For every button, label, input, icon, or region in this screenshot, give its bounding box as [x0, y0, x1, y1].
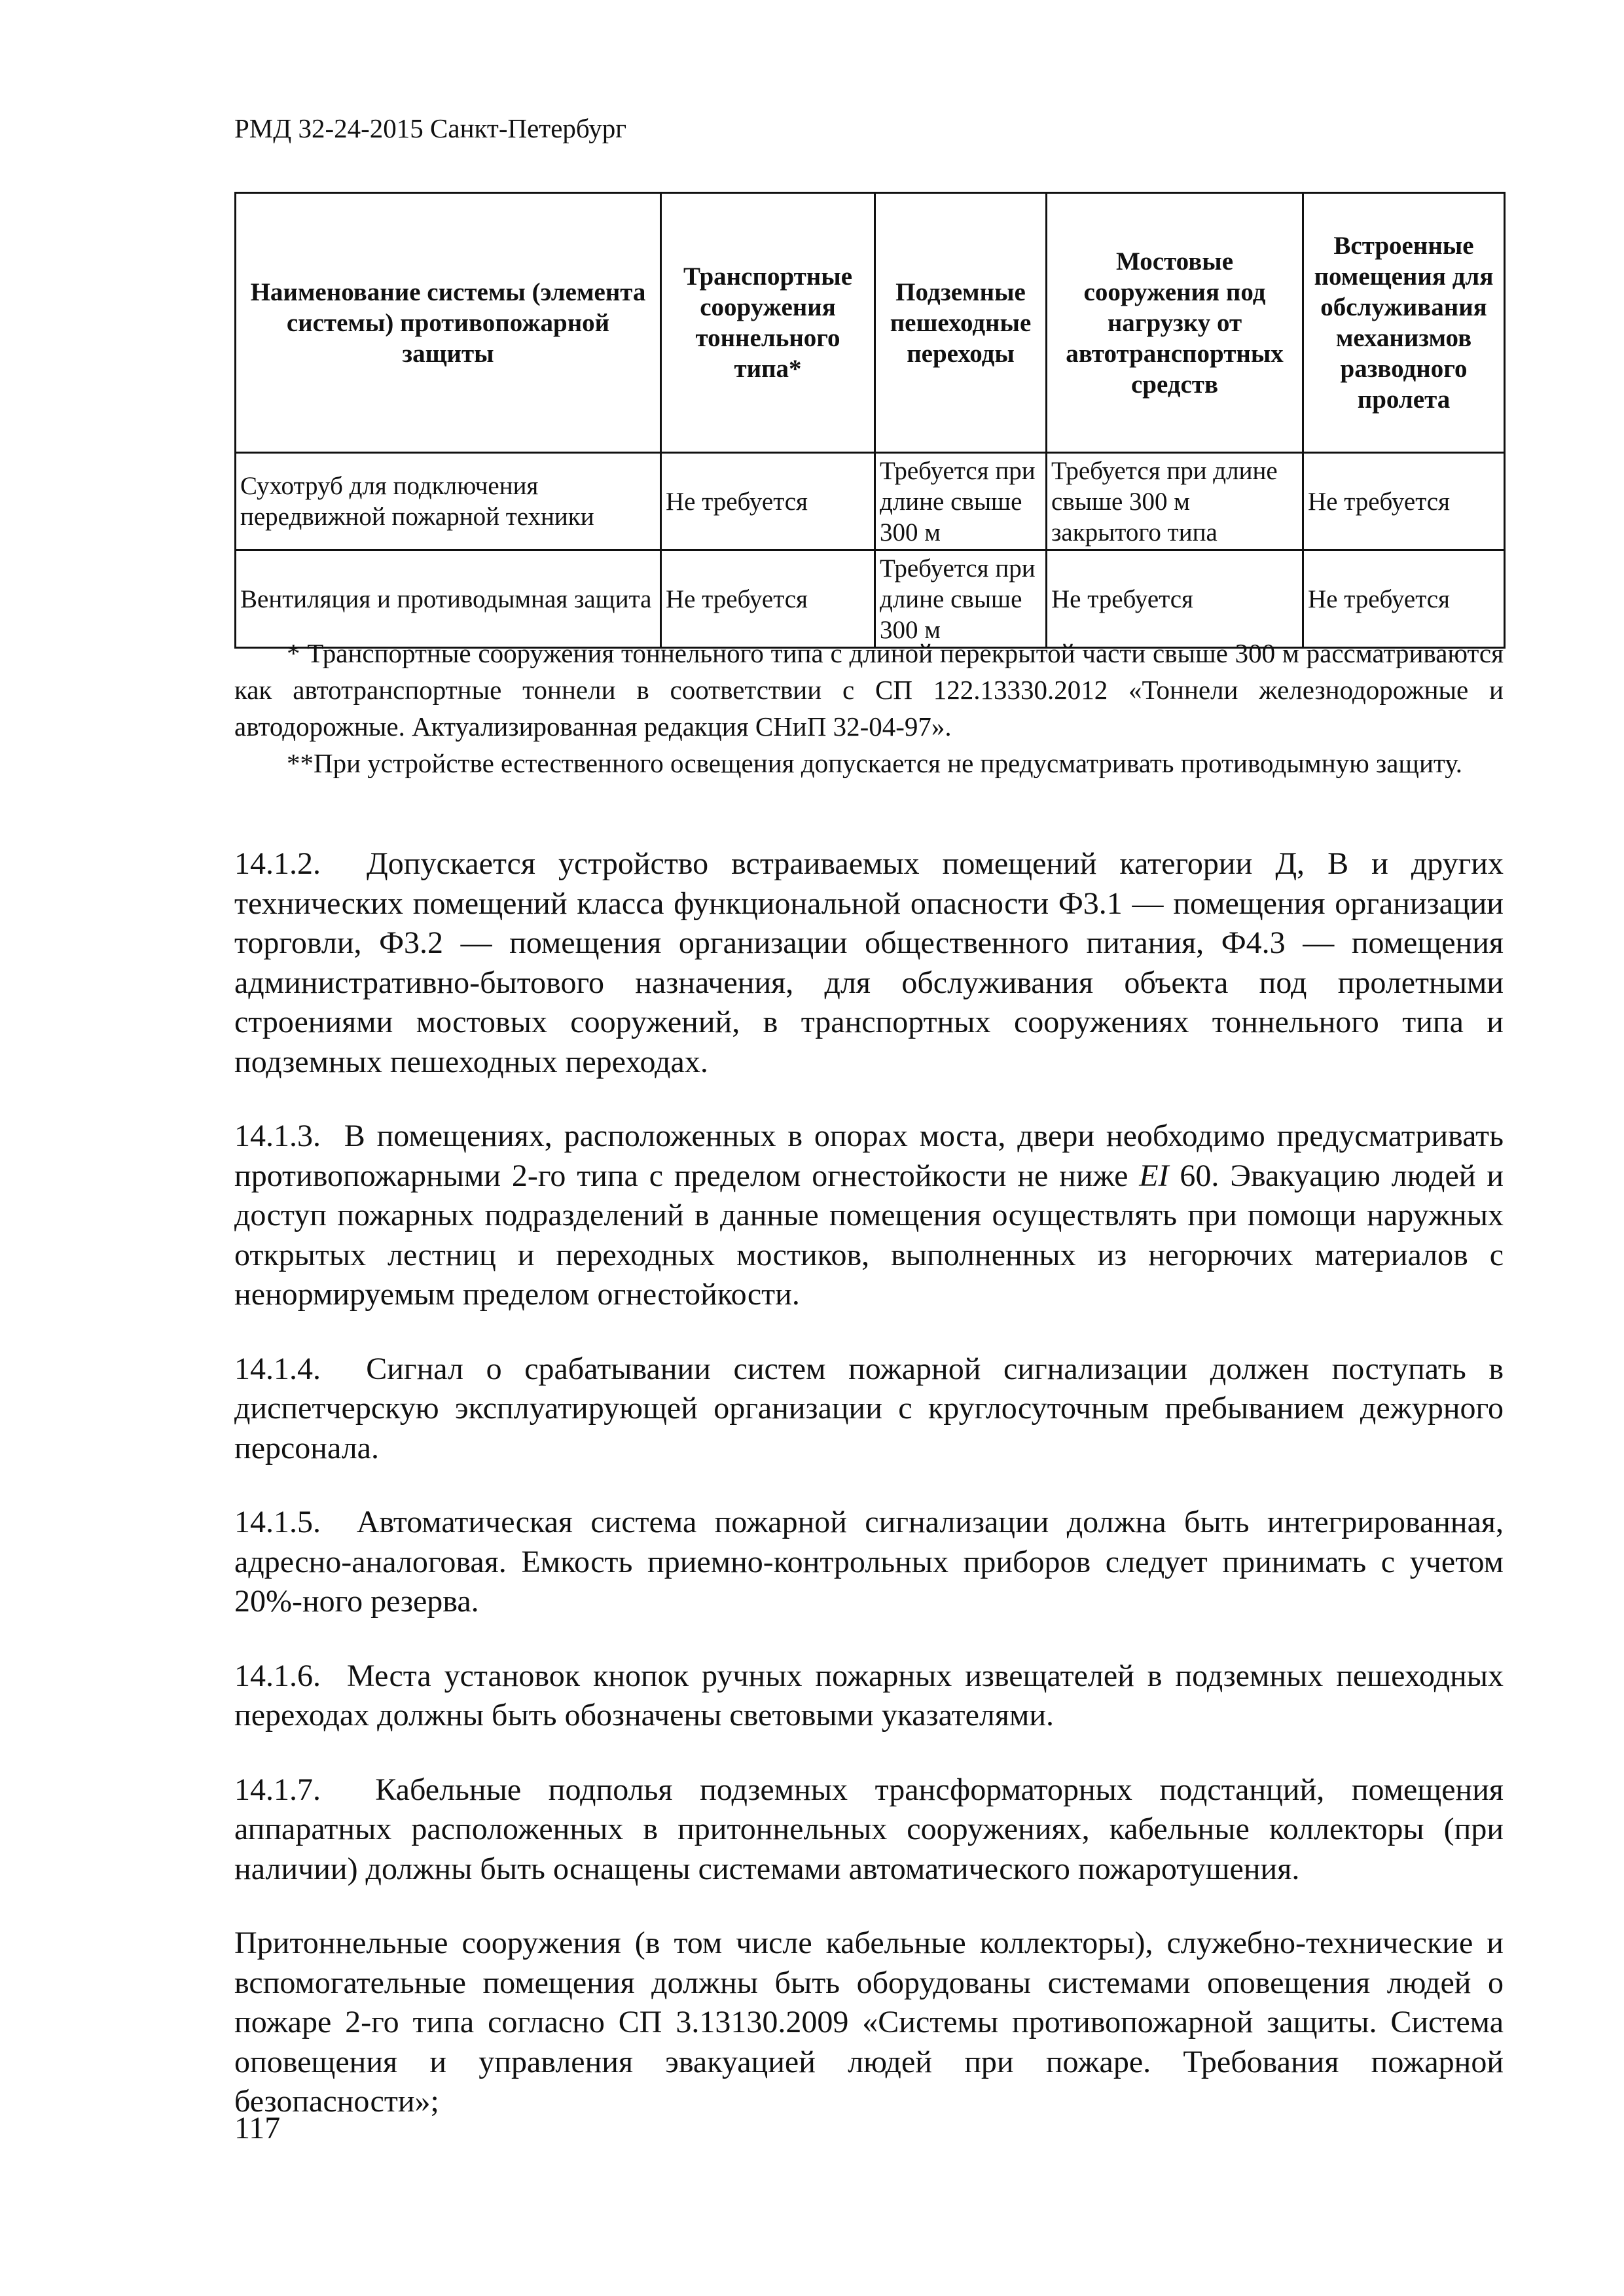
header-underground-passages: Подземные пешеходные переходы [875, 193, 1047, 453]
paragraph-number: 14.1.5. [234, 1505, 321, 1539]
paragraph-text: Кабельные подполья подземных трансформаторных подстанций, помещения аппаратных расположенных в притоннельных сооружениях, кабельные коллекторы (при наличии) должны быть оснащены системами автоматического пожаротушения. [234, 1772, 1504, 1886]
paragraph-text: Допускается устройство встраиваемых помещений категории Д, В и других технических помещений класса функциональной опасности Ф3.1 — помещения организации торговли, Ф3.2 — помещения организации общественного питания, Ф4.3 — помещения административно-бытового назначения, для обслуживания объекта под пролетными строениями мостовых сооружений, в транспортных сооружениях тоннельного типа и подземных пешеходных переходах. [234, 846, 1504, 1079]
table-cell: Сухотруб для подключения передвижной пожарной техники [236, 453, 661, 550]
paragraph-text: Сигнал о срабатывании систем пожарной сигнализации должен поступать в диспетчерскую эксплуатирующей организации с круглосуточным пребыванием дежурного персонала. [234, 1351, 1504, 1465]
paragraph-text: 60. Эвакуацию людей и доступ пожарных подразделений в данные помещения осуществлять при помощи наружных открытых лестниц и переходных мостиков, выполненных из негорючих материалов с ненормируемым пределом огнестойкости. [234, 1158, 1504, 1312]
paragraph-text: Автоматическая система пожарной сигнализации должна быть интегрированная, адресно-аналоговая. Емкость приемно-контрольных приборов следует принимать с учетом 20%-ного резерва. [234, 1505, 1504, 1619]
footnote: **При устройстве естественного освещения допускается не предусматривать противодымную защиту. [287, 748, 1462, 778]
table-row [236, 453, 1505, 550]
header-built-in-rooms: Встроенные помещения для обслуживания механизмов разводного пролета [1303, 193, 1505, 453]
running-head: РМД 32-24-2015 Санкт-Петербург [234, 113, 627, 143]
table-cell: Требуется при длине свыше 300 м [875, 550, 1047, 648]
table-cell: Не требуется [661, 550, 875, 648]
fire-rating-symbol: EI [1139, 1158, 1169, 1193]
paragraph-number: 14.1.2. [234, 846, 321, 881]
table-cell: Вентиляция и противодымная защита [236, 550, 661, 648]
paragraph-number: 14.1.4. [234, 1351, 321, 1386]
table-footnotes [234, 635, 1504, 781]
paragraph-text: Притоннельные сооружения (в том числе кабельные коллекторы), служебно-технические и вспомогательные помещения должны быть оборудованы системами оповещения людей о пожаре 2-го типа согласно СП 3.13130.2009 «Системы противопожарной защиты. Система оповещения и управления эвакуацией людей при пожаре. Требования пожарной безопасности»; [234, 1926, 1504, 2119]
table-cell: Требуется при длине свыше 300 м [875, 453, 1047, 550]
fire-protection-table [234, 192, 1506, 649]
body-text [234, 844, 1504, 2157]
table-cell: Не требуется [1047, 550, 1303, 648]
paragraph-number: 14.1.6. [234, 1658, 321, 1693]
table-cell: Не требуется [1303, 550, 1505, 648]
table-cell: Не требуется [1303, 453, 1505, 550]
paragraph-text: Места установок кнопок ручных пожарных извещателей в подземных пешеходных переходах должны быть обозначены световыми указателями. [234, 1658, 1504, 1732]
table-row [236, 550, 1505, 648]
paragraph-14-1-3 [234, 1117, 1504, 1315]
paragraph-14-1-6 [234, 1657, 1504, 1736]
paragraph-14-1-4 [234, 1350, 1504, 1469]
paragraph-14-1-2 [234, 844, 1504, 1082]
footnote: * Транспортные сооружения тоннельного типа с длиной перекрытой части свыше 300 м рассматриваются как автотранспортные тоннели в соответствии с СП 122.13330.2012 «Тоннели железнодорожные и автодорожные. Актуализированная редакция СНиП 32-04-97». [234, 638, 1504, 742]
paragraph-text: В помещениях, расположенных в опорах моста, двери необходимо предусматривать противопожарными 2-го типа с пределом огнестойкости не ниже [234, 1119, 1504, 1193]
header-tunnel-structures: Транспортные сооружения тоннельного типа* [661, 193, 875, 453]
header-system-name: Наименование системы (элемента системы) противопожарной защиты [236, 193, 661, 453]
table-cell: Требуется при длине свыше 300 м закрытого типа [1047, 453, 1303, 550]
header-bridge-structures: Мостовые сооружения под нагрузку от автотранспортных средств [1047, 193, 1303, 453]
table-header-row [236, 193, 1505, 453]
paragraph-14-1-5 [234, 1503, 1504, 1622]
paragraph-14-1-7 [234, 1770, 1504, 1890]
paragraph-number: 14.1.3. [234, 1119, 321, 1153]
paragraph-continuation [234, 1924, 1504, 2122]
paragraph-number: 14.1.7. [234, 1772, 321, 1807]
page-number: 117 [234, 2111, 281, 2145]
table-cell: Не требуется [661, 453, 875, 550]
